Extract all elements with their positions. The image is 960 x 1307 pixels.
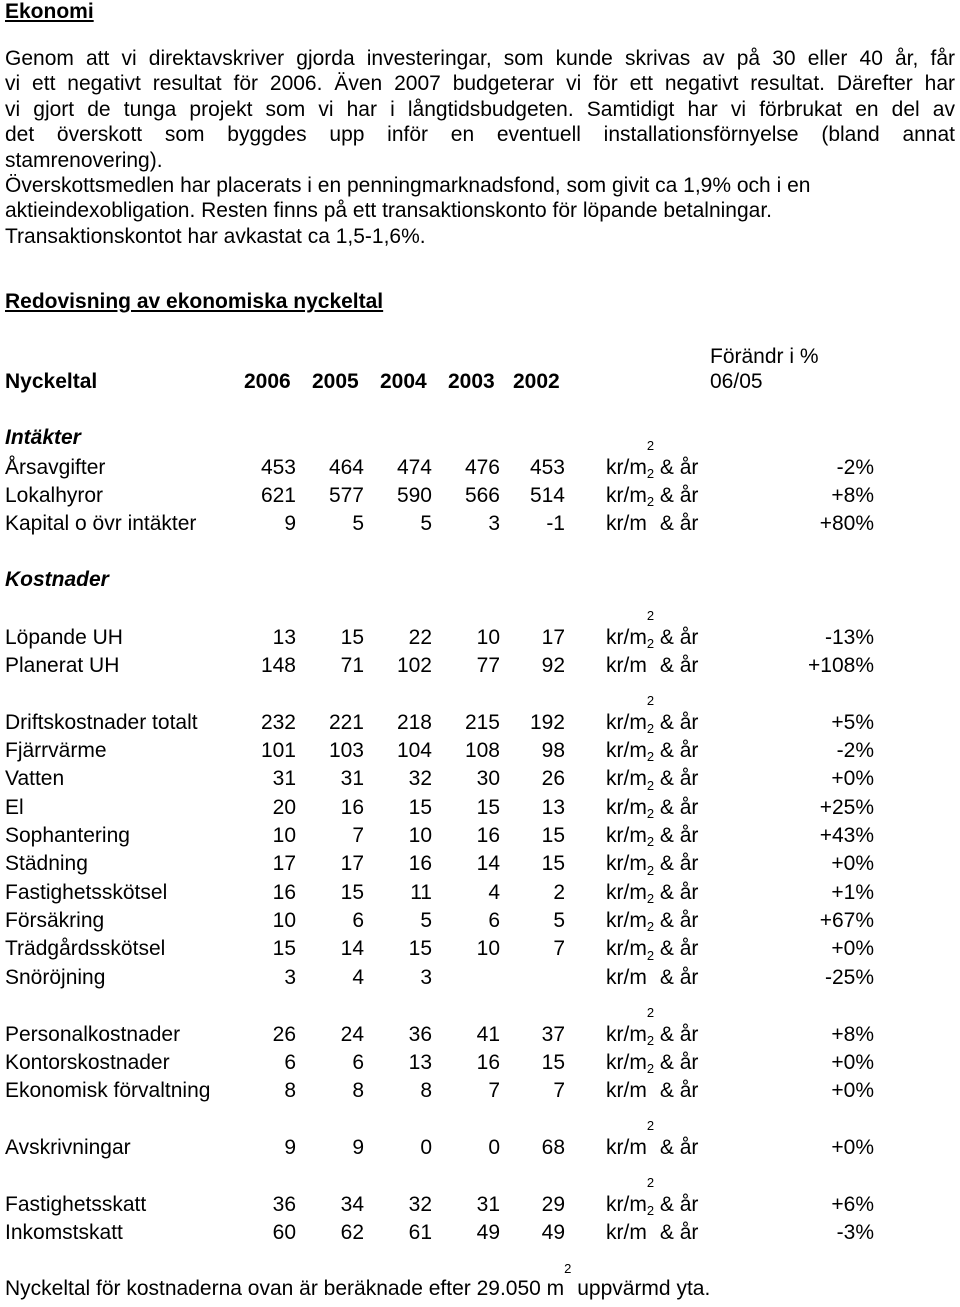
cell-value: 6 — [284, 1051, 296, 1074]
unit-exponent: 2 — [646, 778, 655, 793]
cell-value: 232 — [260, 711, 296, 734]
cell-value: 9 — [352, 1136, 364, 1159]
cell-value: 5 — [420, 512, 432, 535]
cell-value: -1 — [546, 512, 565, 535]
unit-suffix: & år — [654, 767, 699, 790]
cell-value: 464 — [328, 456, 364, 479]
unit-suffix: & år — [654, 711, 699, 734]
cell-value: 103 — [328, 739, 364, 762]
unit-suffix: & år — [654, 739, 699, 762]
unit-prefix: kr/m — [606, 1023, 647, 1046]
unit-suffix: & år — [654, 881, 699, 904]
row-label: Planerat UH — [5, 654, 120, 677]
row-label: Fastighetsskatt — [5, 1193, 147, 1216]
cell-value: 7 — [488, 1079, 500, 1102]
unit-prefix: kr/m — [606, 711, 647, 734]
cell-value: 3 — [488, 512, 500, 535]
unit-exponent: 2 — [646, 749, 655, 764]
change-percent: -13% — [824, 626, 874, 649]
row-label: Vatten — [5, 767, 65, 790]
unit-prefix: kr/m — [606, 796, 647, 819]
unit-suffix: & år — [654, 966, 699, 989]
cell-value: 474 — [396, 456, 432, 479]
unit-exponent: 2 — [646, 466, 655, 481]
intro-line: vi gjort de tunga projekt som vi har i långtidsbudgeten. Samtidigt har vi förbrukat en del av — [5, 97, 955, 121]
unit-suffix: & år — [654, 456, 699, 479]
cell-value: 577 — [328, 484, 364, 507]
cell-value: 104 — [396, 739, 432, 762]
unit-prefix: kr/m — [606, 484, 647, 507]
intro-line: aktieindexobligation. Resten finns på ett transaktionskonto för löpande betalningar. — [5, 199, 773, 223]
cell-value: 476 — [464, 456, 500, 479]
header-label: Nyckeltal — [5, 370, 98, 393]
change-percent: +6% — [831, 1193, 874, 1216]
cell-value: 6 — [488, 909, 500, 932]
cell-value: 13 — [408, 1051, 432, 1074]
table-row — [0, 693, 960, 737]
cell-value: 10 — [476, 626, 500, 649]
change-percent: +80% — [819, 512, 874, 535]
unit-exponent: 2 — [646, 863, 655, 878]
cell-value: 24 — [340, 1023, 364, 1046]
change-percent: +0% — [831, 852, 874, 875]
cell-value: 16 — [340, 796, 364, 819]
cell-value: 15 — [541, 852, 565, 875]
unit-suffix: & år — [654, 1051, 699, 1074]
cell-value: 108 — [464, 739, 500, 762]
cell-value: 41 — [476, 1023, 500, 1046]
cell-value: 8 — [420, 1079, 432, 1102]
cell-value: 5 — [352, 512, 364, 535]
unit-label — [606, 948, 699, 992]
row-label: Städning — [5, 852, 88, 875]
cell-value: 9 — [284, 512, 296, 535]
unit-prefix: kr/m — [606, 824, 647, 847]
cell-value: 61 — [408, 1221, 432, 1244]
cell-value: 10 — [272, 824, 296, 847]
cell-value: 8 — [352, 1079, 364, 1102]
unit-exponent: 2 — [646, 948, 655, 963]
change-percent: +5% — [831, 711, 874, 734]
header-year: 2006 — [244, 370, 291, 393]
row-label: El — [5, 796, 24, 819]
table-row — [0, 608, 960, 652]
unit-prefix: kr/m — [606, 909, 647, 932]
cell-value: 7 — [553, 937, 565, 960]
header-change-line1: Förändr i % — [710, 345, 819, 368]
cell-value: 22 — [408, 626, 432, 649]
header-year: 2005 — [312, 370, 359, 393]
unit-exponent: 2 — [646, 891, 655, 906]
table-row — [0, 1118, 960, 1162]
cell-value: 6 — [352, 1051, 364, 1074]
unit-prefix: kr/m — [606, 1136, 647, 1159]
row-label: Försäkring — [5, 909, 105, 932]
row-label: Kontorskostnader — [5, 1051, 170, 1074]
row-label: Trädgårdsskötsel — [5, 937, 166, 960]
cell-value: 71 — [340, 654, 364, 677]
unit-suffix: & år — [654, 512, 699, 535]
unit-suffix: & år — [654, 1136, 699, 1159]
cell-value: 68 — [541, 1136, 565, 1159]
row-label: Snöröjning — [5, 966, 106, 989]
cell-value: 3 — [284, 966, 296, 989]
cell-value: 13 — [272, 626, 296, 649]
intro-line: stamrenovering). — [5, 148, 163, 172]
cell-value: 453 — [260, 456, 296, 479]
unit-prefix: kr/m — [606, 1051, 647, 1074]
cell-value: 7 — [352, 824, 364, 847]
unit-exponent: 2 — [646, 919, 655, 934]
row-label: Inkomstskatt — [5, 1221, 123, 1244]
unit-prefix: kr/m — [606, 512, 647, 535]
cell-value: 32 — [408, 1193, 432, 1216]
unit-prefix: kr/m — [606, 456, 647, 479]
cell-value: 17 — [340, 852, 364, 875]
unit-suffix: & år — [654, 852, 699, 875]
unit-suffix: & år — [654, 1023, 699, 1046]
row-label: Driftskostnader totalt — [5, 711, 198, 734]
cell-value: 36 — [272, 1193, 296, 1216]
cell-value: 0 — [420, 1136, 432, 1159]
row-label: Kapital o övr intäkter — [5, 512, 197, 535]
unit-exponent: 2 — [646, 1005, 655, 1020]
cell-value: 62 — [340, 1221, 364, 1244]
cell-value: 14 — [476, 852, 500, 875]
footnote — [5, 1261, 711, 1301]
row-label: Personalkostnader — [5, 1023, 181, 1046]
cell-value: 16 — [408, 852, 432, 875]
cell-value: 148 — [260, 654, 296, 677]
unit-prefix: kr/m — [606, 739, 647, 762]
cell-value: 31 — [340, 767, 364, 790]
unit-exponent: 2 — [646, 693, 655, 708]
cell-value: 566 — [464, 484, 500, 507]
row-label: Sophantering — [5, 824, 130, 847]
section-heading: Redovisning av ekonomiska nyckeltal — [5, 290, 384, 313]
cell-value: 16 — [272, 881, 296, 904]
unit-prefix: kr/m — [606, 852, 647, 875]
unit-prefix: kr/m — [606, 881, 647, 904]
cell-value: 17 — [541, 626, 565, 649]
cell-value: 15 — [272, 937, 296, 960]
cell-value: 16 — [476, 824, 500, 847]
cell-value: 10 — [272, 909, 296, 932]
intro-line: det överskott som byggdes upp inför en eventuell installationsförnyelse (bland annat — [5, 123, 955, 147]
change-percent: +67% — [819, 909, 874, 932]
cell-value: 590 — [396, 484, 432, 507]
change-percent: +43% — [819, 824, 874, 847]
intro-line: vi ett negativt resultat för 2006. Även 2007 budgeterar vi för ett negativt resultat. Därefter har — [5, 72, 955, 96]
change-percent: +0% — [831, 937, 874, 960]
footnote-exponent: 2 — [564, 1261, 572, 1276]
cell-value: 14 — [340, 937, 364, 960]
unit-suffix: & år — [654, 484, 699, 507]
cell-value: 15 — [541, 824, 565, 847]
header-year: 2004 — [380, 370, 427, 393]
table-row — [0, 438, 960, 482]
unit-exponent: 2 — [646, 636, 655, 651]
row-label: Årsavgifter — [5, 456, 106, 479]
cell-value: 10 — [476, 937, 500, 960]
change-percent: +0% — [831, 1051, 874, 1074]
cell-value: 49 — [476, 1221, 500, 1244]
row-label: Löpande UH — [5, 626, 123, 649]
footnote-text: Nyckeltal för kostnaderna ovan är beräknade efter 29.050 m — [5, 1277, 565, 1300]
cell-value: 2 — [553, 881, 565, 904]
cell-value: 11 — [410, 881, 432, 904]
unit-prefix: kr/m — [606, 654, 647, 677]
cell-value: 60 — [272, 1221, 296, 1244]
change-percent: +8% — [831, 484, 874, 507]
unit-exponent: 2 — [646, 494, 655, 509]
unit-prefix: kr/m — [606, 966, 647, 989]
change-percent: +8% — [831, 1023, 874, 1046]
row-label: Fjärrvärme — [5, 739, 107, 762]
change-percent: +108% — [808, 654, 874, 677]
cell-value: 98 — [541, 739, 565, 762]
cell-value: 15 — [340, 881, 364, 904]
cell-value: 5 — [420, 909, 432, 932]
unit-exponent: 2 — [646, 608, 655, 623]
cell-value: 15 — [476, 796, 500, 819]
cell-value: 10 — [408, 824, 432, 847]
header-year: 2003 — [448, 370, 495, 393]
cell-value: 30 — [476, 767, 500, 790]
change-percent: +0% — [831, 1079, 874, 1102]
cell-value: 77 — [476, 654, 500, 677]
cell-value: 4 — [352, 966, 364, 989]
cell-value: 192 — [529, 711, 565, 734]
unit-suffix: & år — [654, 654, 699, 677]
cell-value: 453 — [529, 456, 565, 479]
cell-value: 13 — [541, 796, 565, 819]
unit-suffix: & år — [654, 824, 699, 847]
cell-value: 621 — [260, 484, 296, 507]
cell-value: 34 — [340, 1193, 364, 1216]
row-label: Lokalhyror — [5, 484, 104, 507]
unit-prefix: kr/m — [606, 767, 647, 790]
unit-exponent: 2 — [646, 721, 655, 736]
cell-value: 0 — [488, 1136, 500, 1159]
cell-value: 16 — [476, 1051, 500, 1074]
intro-line: Genom att vi direktavskriver gjorda investeringar, som kunde skrivas av på 30 eller 40 år, får — [5, 47, 955, 70]
unit-exponent: 2 — [646, 1203, 655, 1218]
unit-suffix: & år — [654, 1221, 699, 1244]
cell-value: 26 — [541, 767, 565, 790]
unit-exponent: 2 — [646, 1175, 655, 1190]
cell-value: 15 — [541, 1051, 565, 1074]
cell-value: 102 — [396, 654, 432, 677]
cell-value: 8 — [284, 1079, 296, 1102]
unit-label — [606, 1203, 699, 1247]
unit-prefix: kr/m — [606, 1079, 647, 1102]
cell-value: 3 — [420, 966, 432, 989]
cell-value: 4 — [488, 881, 500, 904]
table-row — [0, 1005, 960, 1049]
cell-value: 36 — [408, 1023, 432, 1046]
cell-value: 9 — [284, 1136, 296, 1159]
change-percent: -25% — [824, 966, 874, 989]
unit-prefix: kr/m — [606, 1193, 647, 1216]
unit-exponent: 2 — [646, 1118, 655, 1133]
unit-exponent: 2 — [646, 1033, 655, 1048]
unit-suffix: & år — [654, 1079, 699, 1102]
unit-suffix: & år — [654, 937, 699, 960]
unit-suffix: & år — [654, 909, 699, 932]
unit-prefix: kr/m — [606, 1221, 647, 1244]
change-percent: -3% — [836, 1221, 874, 1244]
table-header — [0, 340, 960, 400]
cell-value: 101 — [260, 739, 296, 762]
row-label: Fastighetsskötsel — [5, 881, 168, 904]
unit-suffix: & år — [654, 1193, 699, 1216]
cell-value: 49 — [541, 1221, 565, 1244]
unit-suffix: & år — [654, 796, 699, 819]
cell-value: 31 — [272, 767, 296, 790]
cell-value: 20 — [272, 796, 296, 819]
cell-value: 37 — [541, 1023, 565, 1046]
cell-value: 215 — [464, 711, 500, 734]
unit-exponent: 2 — [646, 438, 655, 453]
cell-value: 221 — [328, 711, 364, 734]
cell-value: 218 — [396, 711, 432, 734]
change-percent: -2% — [836, 739, 874, 762]
cell-value: 15 — [408, 937, 432, 960]
row-label: Avskrivningar — [5, 1136, 131, 1159]
cell-value: 29 — [541, 1193, 565, 1216]
cell-value: 15 — [340, 626, 364, 649]
cell-value: 17 — [272, 852, 296, 875]
cell-value: 5 — [553, 909, 565, 932]
unit-suffix: & år — [654, 626, 699, 649]
page-title: Ekonomi — [5, 0, 94, 23]
unit-exponent: 2 — [646, 1061, 655, 1076]
cell-value: 32 — [408, 767, 432, 790]
unit-label — [606, 636, 699, 680]
unit-prefix: kr/m — [606, 937, 647, 960]
unit-prefix: kr/m — [606, 626, 647, 649]
cell-value: 31 — [476, 1193, 500, 1216]
cell-value: 15 — [408, 796, 432, 819]
change-percent: +1% — [831, 881, 874, 904]
change-percent: +0% — [831, 1136, 874, 1159]
cell-value: 6 — [352, 909, 364, 932]
unit-label — [606, 1118, 699, 1162]
footnote-text-end: uppvärmd yta. — [571, 1277, 711, 1300]
intro-line: Transaktionskontot har avkastat ca 1,5-1,6%. — [5, 224, 426, 248]
header-change-line2: 06/05 — [710, 370, 763, 393]
group-title-intakter: Intäkter — [5, 426, 81, 449]
unit-exponent: 2 — [646, 806, 655, 821]
change-percent: +0% — [831, 767, 874, 790]
table-row — [0, 1175, 960, 1219]
change-percent: +25% — [819, 796, 874, 819]
intro-paragraph — [5, 46, 955, 249]
intro-line: Överskottsmedlen har placerats i en penningmarknadsfond, som givit ca 1,9% och i en — [5, 174, 811, 198]
unit-label — [606, 494, 699, 538]
row-label: Ekonomisk förvaltning — [5, 1079, 211, 1102]
group-title-kostnader: Kostnader — [5, 568, 109, 591]
unit-label — [606, 1061, 699, 1105]
cell-value: 26 — [272, 1023, 296, 1046]
change-percent: -2% — [836, 456, 874, 479]
cell-value: 514 — [529, 484, 565, 507]
unit-exponent: 2 — [646, 834, 655, 849]
cell-value: 92 — [541, 654, 565, 677]
cell-value: 7 — [553, 1079, 565, 1102]
header-year: 2002 — [513, 370, 560, 393]
